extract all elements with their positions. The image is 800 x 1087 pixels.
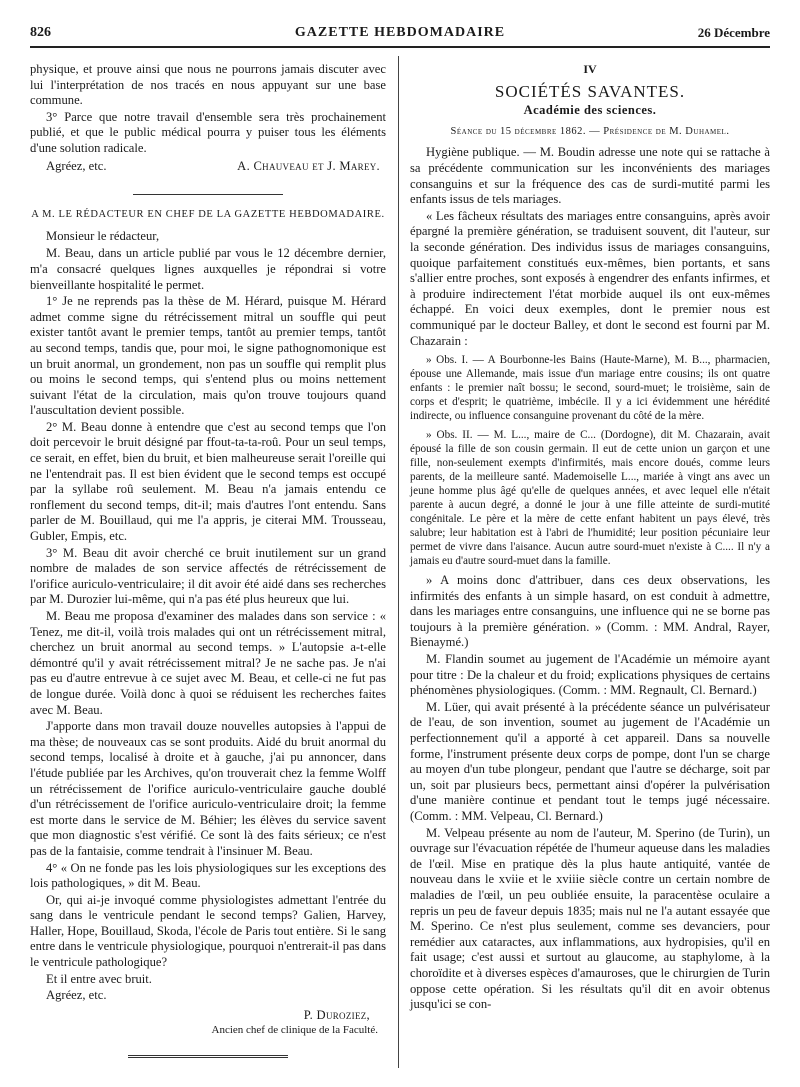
paragraph: M. Velpeau présente au nom de l'auteur, M. Sperino (de Turin), un ouvrage sur l'évacuation répétée de l'humeur aqueuse dans les maladies de l'œil. Mise en pratique dès la plus haute antiquité, vantée de nouveau dans le xviie et le xviiie siècle contre un certain nombre de maladies de l'œil, un peu oubliée ensuite, la paracentèse oculaire a repris un peu de faveur depuis 1835; mais nul ne l'a autant essayée que M. Sperino. Ce n'est plus seulement, comme ses devanciers, pour remédier aux cataractes, aux inflammations, aux hydropisies, qu'il en fait usage; c'est aussi et surtout au glaucome, au staphylome, à la choroïdite et à diverses espèces d'amauroses, que le chirurgien de Turin oppose cette opération. Si les résultats qu'il dit en avoir obtenus jusqu'ici se con- bbox=[410, 825, 770, 1012]
paragraph: Et il entre avec bruit. bbox=[46, 971, 152, 986]
newspaper-page bbox=[30, 22, 770, 1072]
signature: P. Duroziez, bbox=[303, 1007, 370, 1022]
paragraph: physique, et prouve ainsi que nous ne pourrons jamais discuter avec lui l'interprétation de nos tracés en nous appuyant sur une base commune. bbox=[30, 62, 386, 108]
observation: » Obs. I. — A Bourbonne-les Bains (Haute-Marne), M. B..., pharmacien, épouse une Allemande, mais issue d'un mariage entre cousins; ils ont quatre enfants : le premier naît bossu; le second, sourd-muet; le troisième, sain de corps et d'esprit; le quatrième, imbécile. Il y a ici évidemment une hérédité indirecte, ou influence consanguine provenant du côté de la mère. bbox=[410, 354, 770, 423]
signature: A. Chauveau et J. Marey. bbox=[237, 158, 380, 173]
paragraph: « Les fâcheux résultats des mariages entre consanguins, après avoir épargné la première génération, se traduisent souvent, dit l'auteur, sur la seconde génération. Des individus issus de mariages consanguins, quoique parfaitement constitués eux-mêmes, bien portants, et sans s'allier entre proches, sont exposés à engendrer des enfants infirmes, et à produire indirectement l'état morbide auquel ils ont eux-mêmes échappé. En voici deux exemples, dont le premier nous est communiqué par le docteur Balley, et dont le second est fourni par M. Chazarain : bbox=[410, 208, 770, 348]
paragraph: Or, qui ai-je invoqué comme physiologistes admettant l'entrée du sang dans le ventricule pendant le second temps? Galien, Harvey, Haller, Hope, Bouillaud, Skoda, l'école de Paris tout entière. Si le sang entre dans le ventricule physiologique, pourquoi n'entrerait-il pas dans le ventricule pathologique? bbox=[30, 892, 386, 970]
end-rule bbox=[128, 1055, 288, 1058]
paragraph: 4° « On ne fonde pas les lois physiologiques sur les exceptions des lois pathologiques, » dit M. Beau. bbox=[30, 860, 386, 891]
signature-block bbox=[30, 159, 386, 175]
greeting: Monsieur le rédacteur, bbox=[46, 228, 160, 243]
left-column bbox=[30, 62, 386, 1058]
paragraph: J'apporte dans mon travail douze nouvelles autopsies à l'appui de ma thèse; de nouveaux cas se sont produits. Aidé du bruit anormal du second temps, localisé à droite et à gauche, j'ai pu annoncer, dans l'étude publiée par les Archives, qu'on trouverait chez la femme Wolff un rétrécissement de l'orifice auriculo-ventriculaire gauche doublé d'un rétrécissement de l'orifice auriculo-ventriculaire droit; la femme est morte dans le service de M. Béhier; les élèves du service savent que mon diagnostic s'est vérifié. Ce sont là des faits sérieux; ce n'est pas de la fantaisie, comme tendrait à l'insinuer M. Beau. bbox=[30, 719, 386, 858]
page-number: 826 bbox=[30, 25, 51, 40]
paragraph: » A moins donc d'attribuer, dans ces deux observations, les infirmités des enfants à un simple hasard, on est conduit à admettre, dans les mariages entre consanguins, une influence qui ne se borne pas toujours à la première génération. » (Comm. : MM. Andral, Rayer, Bienaymé.) bbox=[410, 573, 770, 650]
paragraph: 3° Parce que notre travail d'ensemble sera très prochainement publié, et que le public médical pourra y puiser tous les éléments d'une solution radicale. bbox=[30, 109, 386, 155]
seance-line: Séance du 15 décembre 1862. — Présidence de M. Duhamel. bbox=[450, 125, 730, 137]
signature-note: Ancien chef de clinique de la Faculté. bbox=[211, 1024, 378, 1037]
observation: » Obs. II. — M. L..., maire de C... (Dordogne), dit M. Chazarain, avait épousé la fille de son cousin germain. Il eut de cette union un garçon et une fille, non-seulement exempts d'infirmités, mais encore doués, comme leurs parents, de la meilleure santé. Mademoiselle L..., mariée à vingt ans avec un jeune homme plus âgé qu'elle de quelques années, et avec lequel elle n'était parente à aucun degré, a donné le jour à une fille atteinte de surdi-mutité congénitale. Le père et la mère de cette enfant habitent un pays élevé, très salubre; leur habitation est à l'abri de l'humidité; leur position pécuniaire leur permet de vivre dans l'aisance. Aucun autre sourd-muet n'existe à C.... Il n'y a jamais eu d'autre sourd-muet dans la famille. bbox=[410, 429, 770, 568]
observations-block bbox=[410, 353, 770, 568]
journal-title: GAZETTE HEBDOMADAIRE bbox=[294, 25, 506, 40]
paragraph: 1° Je ne reprends pas la thèse de M. Hérard, puisque M. Hérard admet comme signe du rétrécissement mitral un souffle qui peut exister tantôt avant le premier temps, tantôt au premier temps, tantôt au second temps, tandis que, pour moi, le signe pathognomonique est un bruit anormal, un grondement, non pas un souffle qui remplit plus ou moins le second temps, qui s'entend plus ou moins nettement suivant l'état de la circulation, mais qu'on trouve toujours quand l'auscultation devient possible. bbox=[30, 294, 386, 418]
paragraph: 2° M. Beau donne à entendre que c'est au second temps que l'on doit percevoir le bruit désigné par ffout-ta-ta-roû. Pour un seul temps, ce serait, en effet, bien du bruit, et bien malheureuse serait l'oreille qui ne l'entendrait pas. Il est bien évident que le second temps est occupé par la syllabe roû seulement. M. Beau n'a jamais entendu ce ronflement du second temps, dit-il; mais d'autres l'ont entendu. Sans parler de M. Bouillaud, qui me l'a appris, je citerai MM. Trousseau, Gubler, Empis, etc. bbox=[30, 419, 386, 544]
paragraph: M. Beau, dans un article publié par vous le 12 décembre dernier, m'a consacré quelques lignes auxquelles je répondrai si votre bienveillante hospitalité le permet. bbox=[30, 246, 386, 292]
closing: Agréez, etc. bbox=[46, 988, 107, 1003]
issue-date: 26 Décembre bbox=[697, 25, 770, 40]
closing: Agréez, etc. bbox=[46, 158, 107, 173]
right-column bbox=[410, 62, 770, 1014]
section-title: SOCIÉTÉS SAVANTES. bbox=[494, 81, 686, 101]
page-header bbox=[30, 22, 770, 48]
header-rule bbox=[30, 46, 770, 48]
column-divider bbox=[398, 56, 399, 1068]
paragraph: Hygiène publique. — M. Boudin adresse une note qui se rattache à sa précédente communication sur les inconvénients des mariages consanguins et sur la fréquence des cas de surdi-mutité parmi les enfants issus de tels mariages. bbox=[410, 145, 770, 207]
subsection-title: Académie des sciences. bbox=[523, 103, 657, 118]
separator-rule bbox=[133, 194, 283, 195]
paragraph: 3° M. Beau dit avoir cherché ce bruit inutilement sur un grand nombre de malades de son service affectés de rétrécissement de l'orifice auriculo-ventriculaire; il dit avoir été aidé dans ses recherches par M. Durozier lui-même, qui n'a pas été plus heureux que lui. bbox=[30, 545, 386, 607]
paragraph: M. Flandin soumet au jugement de l'Académie un mémoire ayant pour titre : De la chaleur et du froid; explications physiques de certains phénomènes physiologiques. (Comm. : MM. Regnault, Cl. Bernard.) bbox=[410, 652, 770, 698]
paragraph: M. Lüer, qui avait présenté à la précédente séance un pulvérisateur de l'eau, de son invention, soumet au jugement de l'Académie un perfectionnement qu'il a apporté à cet appareil. Dans sa nouvelle forme, l'instrument présente deux corps de pompe, dont l'un se charge au moyen d'un tube plongeur, pendant que l'autre se décharge, soit par un, soit par plusieurs becs, permettant ainsi d'opérer la pulvérisation d'une manière continue et pendant tout le temps jugé nécessaire. (Comm. : MM. Velpeau, Cl. Bernard.) bbox=[410, 699, 770, 823]
section-number: IV bbox=[583, 62, 597, 76]
letter-heading: A M. LE RÉDACTEUR EN CHEF DE LA GAZETTE HEBDOMADAIRE. bbox=[31, 209, 385, 221]
paragraph: M. Beau me proposa d'examiner des malades dans son service : « Tenez, me dit-il, voilà trois malades qui ont un rétrécissement mitral, cherchez un bruit anormal au second temps. » L'autopsie a-t-elle démontré qu'il y avait rétrécissement mitral? Je ne sache pas. Je n'ai pas eu d'autre entrevue à ce sujet avec M. Beau, et celle-ci ne fut pas de longue durée. Voilà donc à quoi se réduisent les recherches faites avec M. Beau. bbox=[30, 609, 386, 717]
